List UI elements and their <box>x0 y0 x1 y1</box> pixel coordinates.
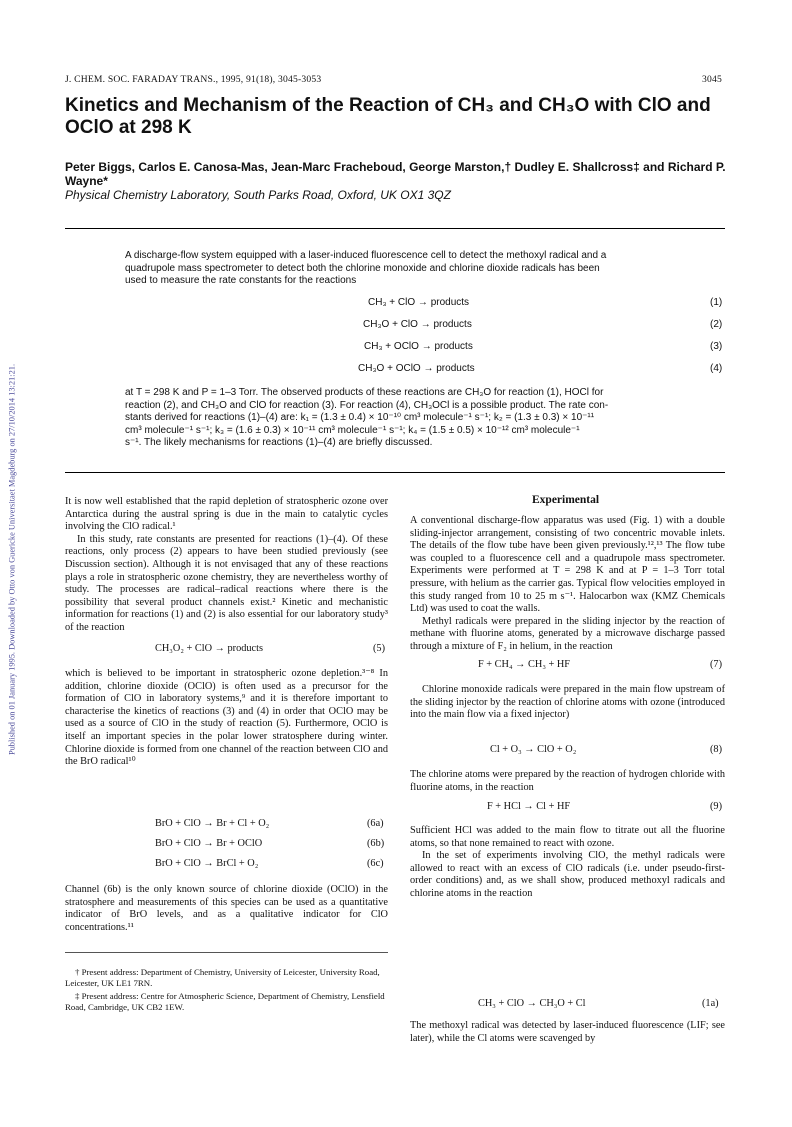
footnote-2: ‡ Present address: Centre for Atmospheric Science, Department of Chemistry, Lensfield Road, Cambridge, UK CB2 1EW. <box>65 991 385 1012</box>
paragraph: Channel (6b) is the only known source of chlorine dioxide (OClO) in the stratosphere and measurements of this species can be used as a quantitative indicator of BrO levels, and as a qualitative indicator for ClO concentrations.¹¹ <box>65 884 388 933</box>
page-number: 3045 <box>702 74 722 85</box>
section-heading: Experimental <box>532 494 600 506</box>
right-column-p7 <box>410 1020 725 1045</box>
left-column-cont <box>65 668 388 769</box>
reaction-8-equation: Cl + O₃ → ClO + O₂ <box>490 744 577 755</box>
paragraph: A conventional discharge-flow apparatus was used (Fig. 1) with a double sliding-injector arrangement, consisting of two concentric movable inlets. The details of the flow tube have been given previously.¹²,¹³ The flow tube was coupled to a fluorescence cell and a quadrupole mass spectrometer. Experiments were performed at T = 298 K and at P = 1–3 Torr total pressure, with helium as the carrier gas. Typical flow velocities employed in this study ranged from 10 to 25 m s⁻¹. Halocarbon wax (KMZ Chemicals Ltd) was used to coat the walls. <box>410 515 725 615</box>
reaction-9-equation: F + HCl → Cl + HF <box>487 801 571 812</box>
paragraph: In this study, rate constants are presented for reactions (1)–(4). Of these reactions, only process (2) appears to have been studied previously (see Discussion section). Although it is not envisaged that any of these reactions plays a role in stratospheric ozone chemistry, they are nevertheless worthy of study. The processes are radical–radical reactions where there is the possibility that several product channels exist.² Kinetic and mechanistic information for reactions (1) and (2) is also essential for our laboratory study³ of the reaction <box>65 533 388 633</box>
affiliation: Physical Chemistry Laboratory, South Parks Road, Oxford, UK OX1 3QZ <box>65 188 451 202</box>
reaction-1-number: (1) <box>710 297 723 308</box>
left-column <box>65 496 388 635</box>
abstract-line: reaction (2), and CH₃O and ClO for reaction (3). For reaction (4), CH₃OCl is a possible product. The rate con- <box>125 399 609 411</box>
top-rule <box>65 228 725 229</box>
paragraph: It is now well established that the rapid depletion of stratospheric ozone over Antarctica during the austral spring is due in the main to catalytic cycles involving the ClO radical.¹ <box>65 496 388 533</box>
abstract-line: s⁻¹. The likely mechanisms for reactions (1)–(4) are briefly discussed. <box>125 437 433 449</box>
abstract-results <box>125 387 730 450</box>
reaction-1-equation: CH₃ + ClO → products <box>368 297 470 308</box>
reaction-1a-equation: CH₃ + ClO → CH₃O + Cl <box>478 998 586 1009</box>
left-column-end <box>65 884 388 934</box>
reaction-3-equation: CH₃ + OClO → products <box>364 341 473 352</box>
abstract-line: quadrupole mass spectrometer to detect both the chlorine monoxide and chlorine dioxide radicals has been <box>125 262 600 274</box>
reaction-4-number: (4) <box>710 363 723 374</box>
reaction-6c-number: (6c) <box>367 858 384 869</box>
footnote-1: † Present address: Department of Chemistry, University of Leicester, University Road, Leicester, UK LE1 7RN. <box>65 967 380 988</box>
paragraph: Chlorine monoxide radicals were prepared in the main flow upstream of the sliding injector by the reaction of chlorine atoms with ozone (introduced into the main flow via a fixed injector) <box>410 684 725 721</box>
right-column-p3 <box>410 684 725 722</box>
paragraph: The chlorine atoms were prepared by the reaction of hydrogen chloride with fluorine atoms, in the reaction <box>410 769 725 793</box>
abstract-intro <box>125 250 725 288</box>
reaction-7-number: (7) <box>710 659 723 670</box>
reaction-1a-number: (1a) <box>702 998 719 1009</box>
reaction-2-number: (2) <box>710 319 723 330</box>
paragraph: Sufficient HCl was added to the main flow to titrate out all the fluorine atoms, so that none remained to react with ozone. <box>410 825 725 849</box>
download-watermark: Published on 01 January 1995. Downloaded by Otto von Guericke Universitaet Magdeburg on 27/10/2014 13:21:21. <box>7 363 17 756</box>
reaction-7-equation: F + CH₄ → CH₃ + HF <box>478 659 571 670</box>
paragraph: which is believed to be important in stratospheric ozone depletion.³⁻⁸ In addition, chlorine dioxide (OClO) is often used as a precursor for the formation of ClO in laboratory systems,⁹ and it is therefore important to characterise the kinetics of reactions (3) and (4) in order that OClO may be used as a source of ClO in the study of reaction (5). Furthermore, OClO is itself an important species in the polar lower stratosphere during winter. Chlorine dioxide is formed from one channel of the reaction between ClO and the BrO radical¹⁰ <box>65 668 388 768</box>
right-column <box>410 515 725 654</box>
abstract-line: used to measure the rate constants for the reactions <box>125 275 357 287</box>
abstract-bottom-rule <box>65 472 725 473</box>
abstract-line: cm³ molecule⁻¹ s⁻¹; k₃ = (1.6 ± 0.3) × 10⁻¹¹ cm³ molecule⁻¹ s⁻¹; k₄ = (1.5 ± 0.5) × 10⁻¹² cm³ molecule⁻¹ <box>125 424 580 436</box>
paragraph: Methyl radicals were prepared in the sliding injector by the reaction of methane with fluorine atoms, generated by a microwave discharge passed through a mixture of F₂ in helium, in the reaction <box>410 615 725 652</box>
reaction-8-number: (8) <box>710 744 723 755</box>
reaction-5-number: (5) <box>373 643 386 654</box>
abstract-line: A discharge-flow system equipped with a laser-induced fluorescence cell to detect the methoxyl radical and a <box>125 250 607 261</box>
abstract-line: at T = 298 K and P = 1–3 Torr. The observed products of these reactions are CH₃O for reaction (1), HOCl for <box>125 387 604 398</box>
reaction-6c-equation: BrO + ClO → BrCl + O₂ <box>155 858 259 869</box>
reaction-4-equation: CH₃O + OClO → products <box>358 363 475 374</box>
reaction-2-equation: CH₃O + ClO → products <box>363 319 472 330</box>
reaction-9-number: (9) <box>710 801 723 812</box>
reaction-5-equation: CH₃O₂ + ClO → products <box>155 643 263 654</box>
right-column-p4 <box>410 769 725 794</box>
reaction-6b-equation: BrO + ClO → Br + OClO <box>155 838 263 849</box>
reaction-6a-equation: BrO + ClO → Br + Cl + O₂ <box>155 818 270 829</box>
abstract-line: stants derived for reactions (1)–(4) are: k₁ = (1.3 ± 0.4) × 10⁻¹⁰ cm³ molecule⁻¹ s⁻¹; k₂ = (1.3 ± 0.3) × 10⁻¹¹ <box>125 412 595 424</box>
author-list: Peter Biggs, Carlos E. Canosa-Mas, Jean-Marc Fracheboud, George Marston,† Dudley E. Shallcross‡ and Richard P. Wayne* <box>65 160 726 188</box>
reaction-6b-number: (6b) <box>367 838 385 849</box>
paragraph: The methoxyl radical was detected by laser-induced fluorescence (LIF; see later), while the Cl atoms were scavenged by <box>410 1020 725 1044</box>
reaction-3-number: (3) <box>710 341 723 352</box>
reaction-6a-number: (6a) <box>367 818 384 829</box>
footnote-rule <box>65 952 388 953</box>
article-title: Kinetics and Mechanism of the Reaction of CH₃ and CH₃O with ClO and OClO at 298 K <box>65 95 711 138</box>
journal-citation: J. CHEM. SOC. FARADAY TRANS., 1995, 91(18), 3045-3053 <box>65 74 322 85</box>
right-column-p5 <box>410 825 725 901</box>
paragraph: In the set of experiments involving ClO, the methyl radicals were allowed to react with an excess of ClO radicals (i.e. under pseudo-first-order conditions) and, as we shall show, produced methoxyl radicals and chlorine atoms in the reaction <box>410 850 725 899</box>
